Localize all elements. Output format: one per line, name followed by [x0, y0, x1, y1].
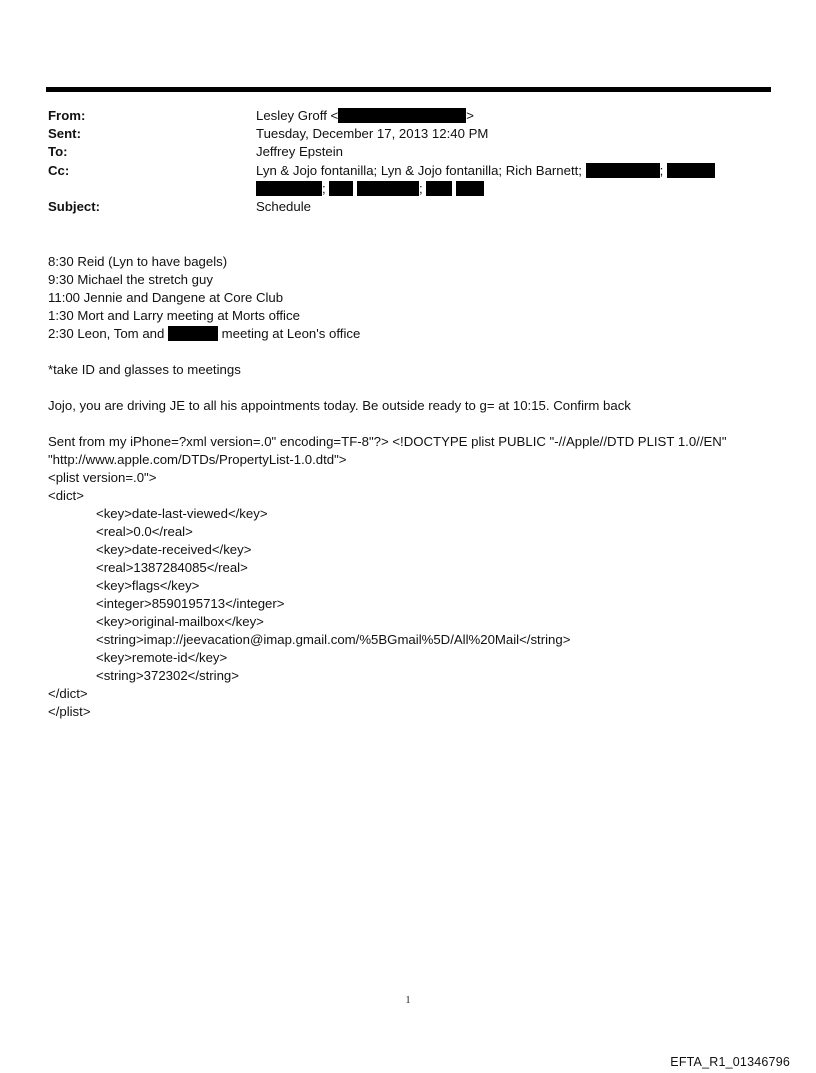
plist-entry: <string>imap://jeevacation@imap.gmail.com/%5BGmail%5D/All%20Mail</string> — [96, 632, 571, 647]
cc-label: Cc: — [48, 162, 70, 178]
instruction-line: Jojo, you are driving JE to all his appointments today. Be outside ready to g= at 10:15. Confirm back — [48, 398, 631, 413]
schedule-last-start: 2:30 Leon, Tom and — [48, 326, 168, 341]
schedule-line: 8:30 Reid (Lyn to have bagels) — [48, 254, 228, 269]
subject-value: Schedule — [256, 199, 311, 215]
sent-value: Tuesday, December 17, 2013 12:40 PM — [256, 126, 489, 142]
plist-close: </plist> — [48, 704, 91, 719]
plist-entry: <integer>8590195713</integer> — [96, 596, 285, 611]
redaction-box — [329, 181, 353, 196]
redaction-box — [357, 181, 419, 196]
dict-open: <dict> — [48, 488, 84, 503]
plist-entry: <real>1387284085</real> — [96, 560, 248, 575]
cc-separator: ; — [659, 162, 664, 178]
to-label: To: — [48, 144, 68, 160]
schedule-last-end: meeting at Leon's office — [218, 326, 361, 341]
plist-entry: <key>remote-id</key> — [96, 650, 228, 665]
to-value: Jeffrey Epstein — [256, 144, 343, 160]
signature-line: "http://www.apple.com/DTDs/PropertyList-1.0.dtd"> — [48, 452, 347, 467]
cc-separator: ; — [322, 180, 326, 196]
signature-line: Sent from my iPhone=?xml version=.0" encoding=TF-8"?> <!DOCTYPE plist PUBLIC "-//Apple//DTD PLIST 1.0//EN" — [48, 434, 727, 449]
redaction-box — [667, 163, 715, 178]
from-label: From: — [48, 108, 86, 123]
schedule-line: 1:30 Mort and Larry meeting at Morts office — [48, 308, 300, 323]
subject-label: Subject: — [48, 199, 101, 215]
cc-names: Lyn & Jojo fontanilla; Lyn & Jojo fontanilla; Rich Barnett; — [256, 162, 586, 178]
page-number: 1 — [405, 995, 411, 1006]
cc-value — [256, 162, 748, 198]
schedule-line: 9:30 Michael the stretch guy — [48, 272, 213, 287]
sent-label: Sent: — [48, 126, 81, 142]
redaction-box — [338, 108, 466, 123]
plist-entry: <real>0.0</real> — [96, 524, 193, 539]
redaction-box — [586, 163, 660, 178]
from-suffix: > — [466, 108, 474, 123]
redaction-box — [256, 181, 322, 196]
redaction-box — [426, 181, 452, 196]
plist-entry: <string>372302</string> — [96, 668, 239, 683]
email-body — [48, 253, 788, 721]
redaction-box — [456, 181, 484, 196]
header-divider — [46, 87, 771, 92]
cc-separator: ; — [419, 180, 423, 196]
plist-entry: <key>flags</key> — [96, 578, 200, 593]
plist-open: <plist version=.0"> — [48, 470, 157, 485]
email-header — [48, 107, 748, 216]
sent-row — [48, 125, 748, 143]
plist-entry: <key>date-last-viewed</key> — [96, 506, 268, 521]
from-value — [256, 107, 748, 125]
to-row — [48, 143, 748, 161]
from-name: Lesley Groff < — [256, 108, 339, 123]
plist-entry: <key>original-mailbox</key> — [96, 614, 264, 629]
from-row — [48, 107, 748, 125]
redaction-box — [168, 326, 218, 341]
document-id: EFTA_R1_01346796 — [670, 1055, 790, 1069]
cc-row — [48, 162, 748, 198]
subject-row — [48, 198, 748, 216]
schedule-line: 11:00 Jennie and Dangene at Core Club — [48, 290, 284, 305]
plist-entry: <key>date-received</key> — [96, 542, 252, 557]
dict-close: </dict> — [48, 686, 88, 701]
schedule-line — [48, 325, 788, 343]
note-line: *take ID and glasses to meetings — [48, 362, 241, 377]
